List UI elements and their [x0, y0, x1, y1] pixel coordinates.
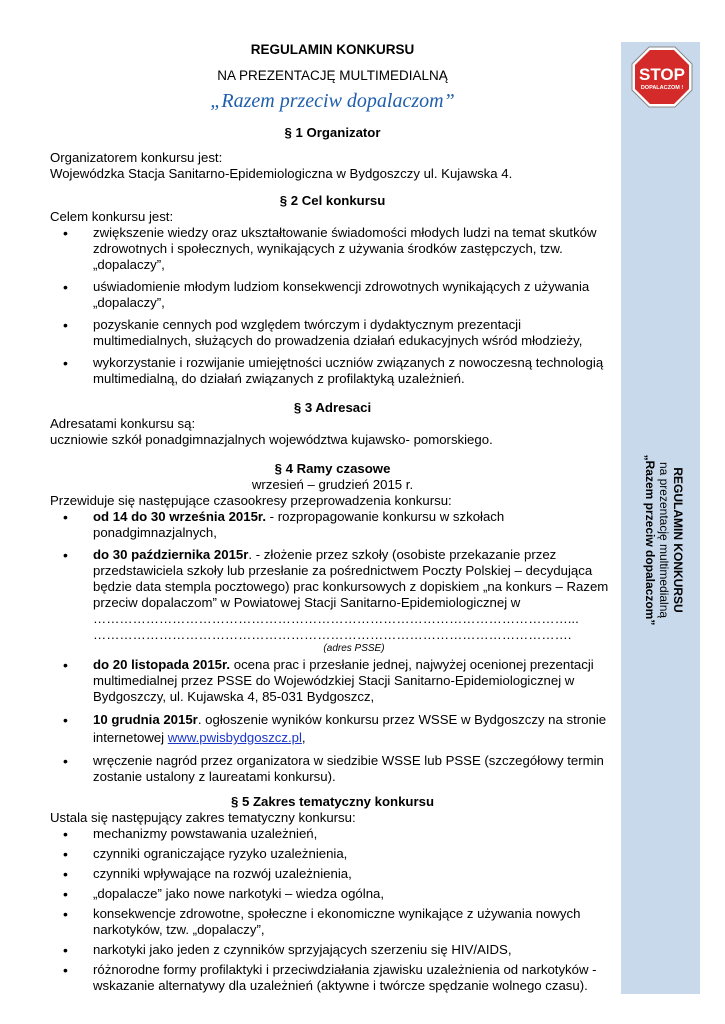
list-item: • czynniki ograniczające ryzyko uzależnienia,: [50, 846, 615, 862]
list-item: • czynniki wpływające na rozwój uzależnienia,: [50, 866, 615, 882]
date-bold: 10 grudnia 2015r: [93, 712, 198, 727]
sidebar-vertical-title: [615, 440, 685, 640]
list-item: [50, 509, 615, 541]
list-item: • zwiększenie wiedzy oraz ukształtowanie świadomości młodych ludzi na temat skutków zdrowotnych i społecznych, wynikających z używania środków zastępczych, tzw. „dopalaczy”,: [50, 225, 615, 273]
list-item: • mechanizmy powstawania uzależnień,: [50, 826, 615, 842]
date-bold: do 30 października 2015r: [93, 547, 249, 562]
list-item: [50, 711, 615, 747]
list-item: • pozyskanie cennych pod względem twórczym i dydaktycznym prezentacji multimedialnych, służących do prowadzenia działań edukacyjnych wśród młodzieży,: [50, 317, 615, 349]
doc-subtitle: NA PREZENTACJĘ MULTIMEDIALNĄ: [217, 68, 448, 83]
date-bold: od 14 do 30 września 2015r.: [93, 509, 266, 524]
section-4-intro: Przewiduje się następujące czasookresy przeprowadzenia konkursu:: [50, 493, 452, 508]
section-3-heading: § 3 Adresaci: [293, 400, 372, 415]
list-item: • wręczenie nagród przez organizatora w siedzibie WSSE lub PSSE (szczegółowy termin zostanie ustalony z laureatami konkursu).: [50, 753, 615, 785]
doc-motto: „Razem przeciw dopalaczom”: [210, 90, 455, 112]
section-1-line1: Organizatorem konkursu jest:: [50, 150, 223, 165]
section-3-line1: Adresatami konkursu są:: [50, 416, 196, 431]
item-text: - rozpropagowanie konkursu w szkołach ponadgimnazjalnych,: [93, 509, 505, 540]
section-2-heading: § 2 Cel konkursu: [279, 193, 386, 208]
section-3: [50, 400, 615, 448]
section-4-range: wrzesień – grudzień 2015 r.: [251, 477, 414, 492]
item-text: . - złożenie przez szkoły (osobiste przekazanie przez przedstawiciela szkoły lub przesłanie za pośrednictwem Poczty Polskiej – decydująca będzie data stempla pocztowego) prac konkursowych z dopiskiem „na konkurs – Razem przeciw dopalaczom” w Powiatowej Stacji Sanitarno-Epidemiologicznej w: [93, 547, 609, 610]
section-2: [50, 193, 615, 387]
list-item: [50, 547, 615, 655]
list-item: • wykorzystanie i rozwijanie umiejętności uczniów związanych z nowoczesną technologią multimedialną, do działań związanych z profilaktyką uzależnień.: [50, 355, 615, 387]
list-item: • uświadomienie młodym ludziom konsekwencji zdrowotnych wynikających z używania „dopalaczy”,: [50, 279, 615, 311]
date-bold: do 20 listopada 2015r.: [93, 657, 231, 672]
list-item: [50, 657, 615, 705]
doc-title: REGULAMIN KONKURSU: [250, 42, 415, 57]
section-4: [50, 461, 615, 785]
address-dots-1: ………………………………………………………………………………………………...: [93, 611, 579, 626]
section-5: [50, 794, 615, 994]
section-1-heading: § 1 Organizator: [284, 125, 381, 140]
section-2-intro: Celem konkursu jest:: [50, 209, 174, 224]
list-item: • „dopalacze” jako nowe narkotyki – wiedza ogólna,: [50, 886, 615, 902]
section-4-heading: § 4 Ramy czasowe: [274, 461, 391, 476]
address-dots-2: ……………………………………………………………………………………………….: [93, 627, 572, 642]
section-1: [50, 125, 615, 182]
item-text-end: ,: [301, 730, 306, 745]
list-item: • konsekwencje zdrowotne, społeczne i ekonomiczne wynikające z używania nowych narkotyków, tzw. „dopalaczy”,: [50, 906, 615, 938]
item-text: ocena prac i przesłanie jednej, najwyżej ocenionej prezentacji multimedialnej przez PSSE do Wojewódzkiej Stacji Sanitarno-Epidemiologicznej w Bydgoszczy, ul. Kujawska 4, 85-031 Bydgoszcz,: [93, 657, 594, 704]
website-link[interactable]: www.pwisbydgoszcz.pl: [167, 730, 302, 745]
vertical-title-3: „Razem przeciw dopalaczom”: [643, 454, 657, 626]
section-1-line2: Wojewódzka Stacja Sanitarno-Epidemiologiczna w Bydgoszczy ul. Kujawska 4.: [50, 166, 513, 181]
vertical-title-1: REGULAMIN KONKURSU: [671, 467, 685, 613]
address-label: (adres PSSE): [323, 643, 385, 654]
section-3-line2: uczniowie szkół ponadgimnazjalnych województwa kujawsko- pomorskiego.: [50, 432, 493, 447]
list-item: • różnorodne formy profilaktyki i przeciwdziałania zjawisku uzależnienia od narkotyków - wskazanie alternatywy dla uzależnień (aktywne i twórcze spędzanie wolnego czasu).: [50, 962, 615, 994]
stop-text: STOP: [639, 65, 685, 84]
section-5-intro: Ustala się następujący zakres tematyczny konkursu:: [50, 810, 356, 825]
list-item: • narkotyki jako jeden z czynników sprzyjających szerzeniu się HIV/AIDS,: [50, 942, 615, 958]
stop-sign-logo: [631, 46, 693, 108]
section-5-heading: § 5 Zakres tematyczny konkursu: [230, 794, 435, 809]
vertical-title-2: na prezentację multimedialną: [657, 461, 671, 619]
item-text: . ogłoszenie wyników konkursu przez WSSE w Bydgoszczy na stronie internetowej: [93, 712, 607, 745]
stop-subtext: DOPALACZOM !: [640, 85, 684, 91]
